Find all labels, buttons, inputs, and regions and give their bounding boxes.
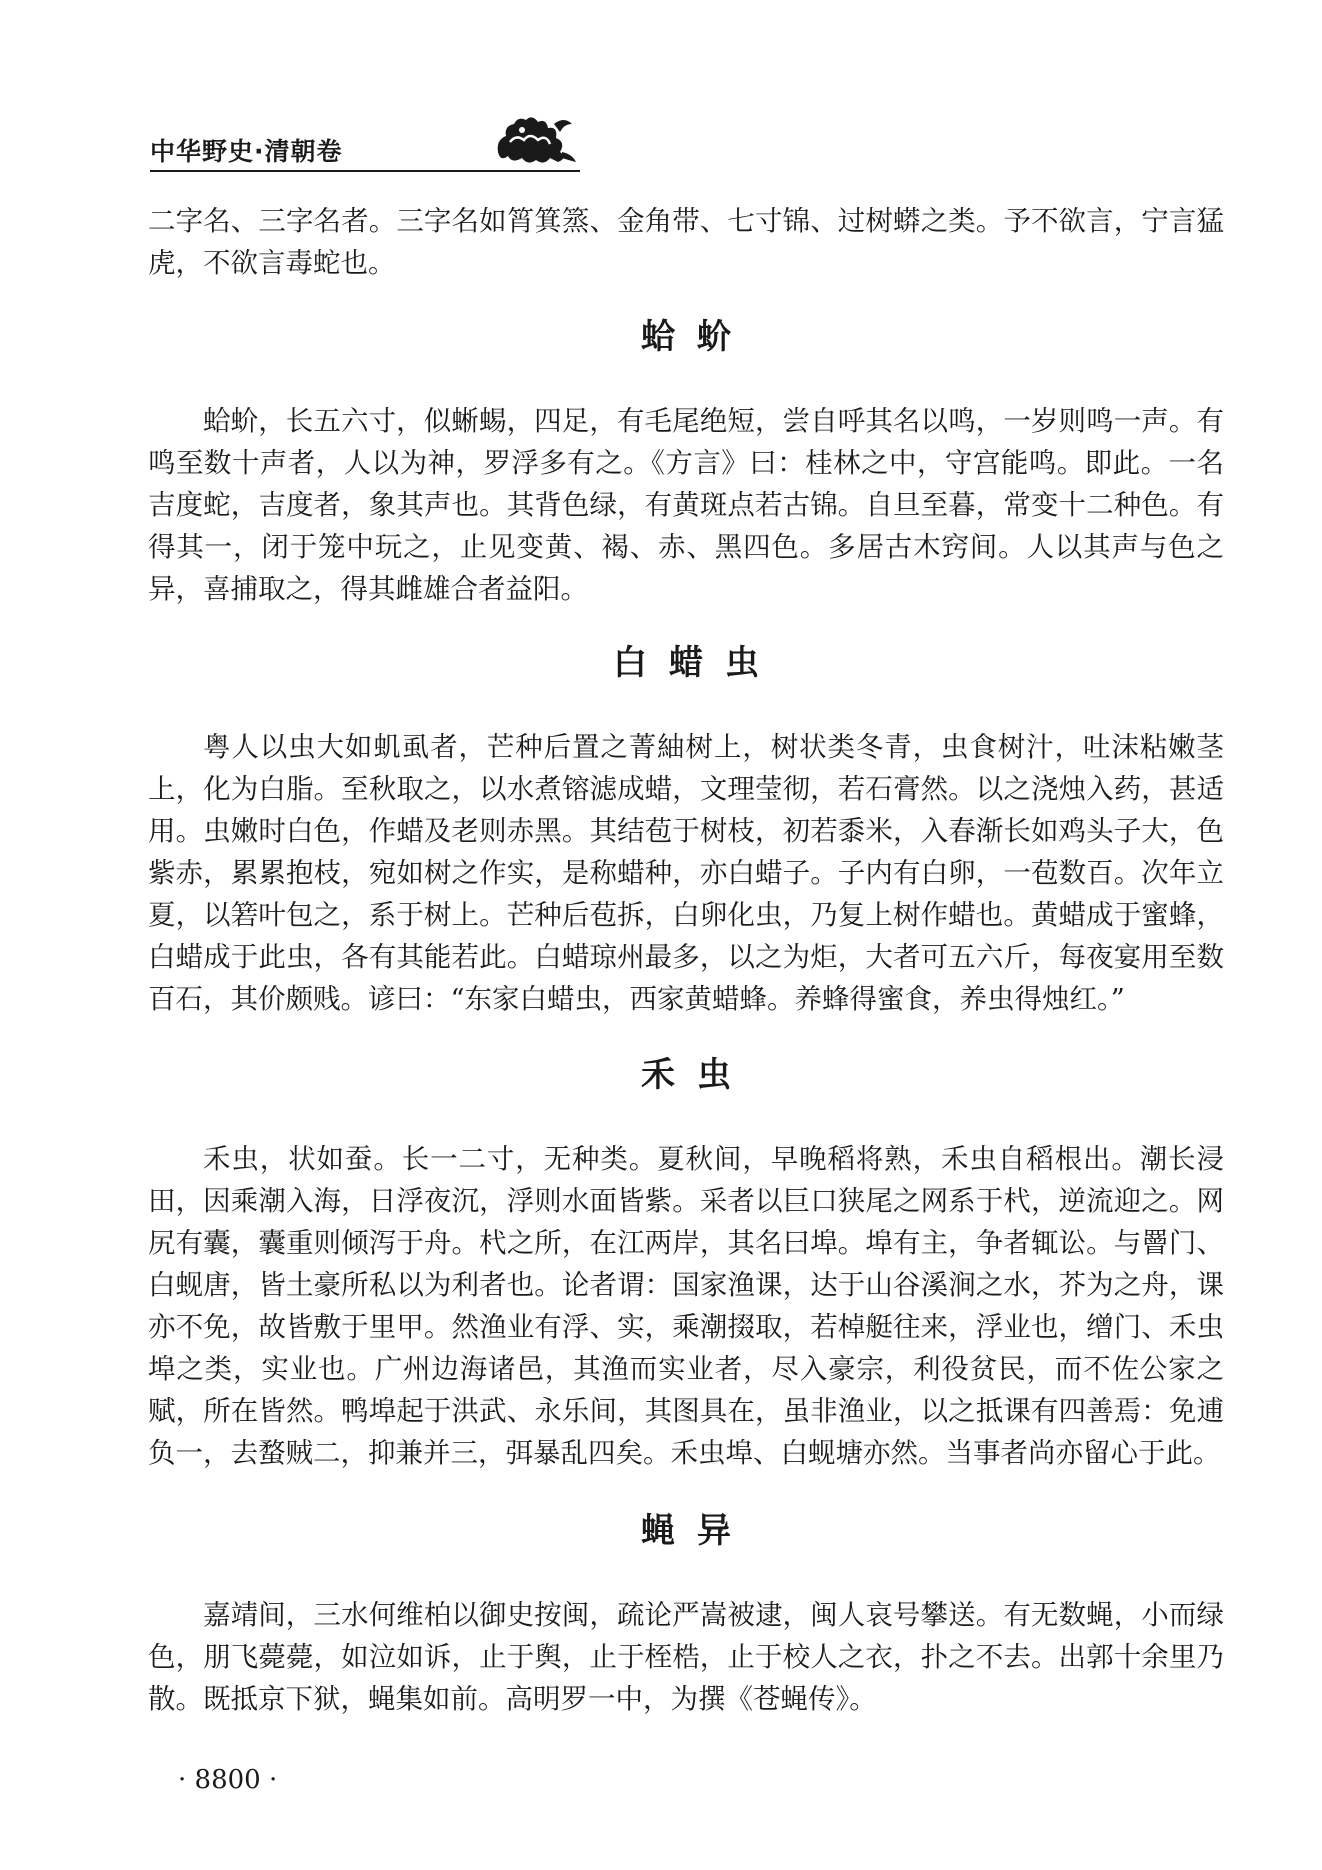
section-paragraph-white-wax-insect: 粤人以虫大如虮虱者，芒种后置之菁紬树上，树状类冬青，虫食树汁，吐沫粘嫩茎上，化为白脂。至秋取之，以水煮镕滤成蜡，文理莹彻，若石膏然。以之浇烛入药，甚适用。虫嫩时白色，作蜡及老则赤黑。其结苞于树枝，初若黍米，入春渐长如鸡头子大，色紫赤，累累抱枝，宛如树之作实，是称蜡种，亦白蜡子。子内有白卵，一苞数百。次年立夏，以箬叶包之，系于树上。芒种后苞拆，白卵化虫，乃复上树作蜡也。黄蜡成于蜜蜂，白蜡成于此虫，各有其能若此。白蜡琼州最多，以之为炬，大者可五六斤，每夜宴用至数百石，其价颇贱。谚曰：“东家白蜡虫，西家黄蜡蜂。养蜂得蜜食，养虫得烛红。” [148,731,1224,1015]
dragon-emblem-icon [492,112,578,168]
section-paragraph-rice-worm: 禾虫，状如蚕。长一二寸，无种类。夏秋间，早晚稻将熟，禾虫自稻根出。潮长浸田，因乘潮入海，日浮夜沉，浮则水面皆紫。采者以巨口狭尾之网系于杙，逆流迎之。网尻有囊，囊重则倾泻于舟。杙之所，在江两岸，其名曰埠。埠有主，争者辄讼。与罾门、白蚬唐，皆土豪所私以为利者也。论者谓：国家渔课，达于山谷溪涧之水，芥为之舟，课亦不免，故皆敷于里甲。然渔业有浮、实，乘潮掇取，若棹艇往来，浮业也，缯门、禾虫埠之类，实业也。广州边海诸邑，其渔而实业者，尽入豪宗，利役贫民，而不佐公家之赋，所在皆然。鸭埠起于洪武、永乐间，其图具在，虽非渔业，以之抵课有四善焉：免逋负一，去蝥贼二，抑兼并三，弭暴乱四矣。禾虫埠、白蚬塘亦然。当事者尚亦留心于此。 [148,1143,1224,1469]
section-title-rice-worm: 禾虫 [641,1055,753,1095]
section-title-white-wax-insect: 白蜡虫 [613,643,781,683]
header-rule [150,170,580,172]
running-header [150,112,580,182]
section-title-gejie: 蛤蚧 [641,317,753,357]
book-title: 中华野史·清朝卷 [150,137,343,166]
page-body [148,200,1224,1720]
intro-paragraph: 二字名、三字名者。三字名如筲箕篜、金角带、七寸锦、过树蟒之类。予不欲言，宁言猛虎，不欲言毒蛇也。 [148,205,1224,279]
section-paragraph-gejie: 蛤蚧，长五六寸，似蜥蜴，四足，有毛尾绝短，尝自呼其名以鸣，一岁则鸣一声。有鸣至数十声者，人以为神，罗浮多有之。《方言》曰：桂林之中，守宫能鸣。即此。一名吉度蛇，吉度者，象其声也。其背色绿，有黄斑点若古锦。自旦至暮，常变十二种色。有得其一，闭于笼中玩之，止见变黄、褐、赤、黑四色。多居古木窍间。人以其声与色之异，喜捕取之，得其雌雄合者益阳。 [148,405,1224,605]
page-number: · 8800 · [178,1765,278,1795]
section-title-strange-flies: 蝇异 [641,1511,753,1551]
section-paragraph-strange-flies: 嘉靖间，三水何维柏以御史按闽，疏论严嵩被逮，闽人哀号攀送。有无数蝇，小而绿色，朋飞薨薨，如泣如诉，止于舆，止于桎梏，止于校人之衣，扑之不去。出郭十余里乃散。既抵京下狱，蝇集如前。高明罗一中，为撰《苍蝇传》。 [148,1599,1224,1715]
